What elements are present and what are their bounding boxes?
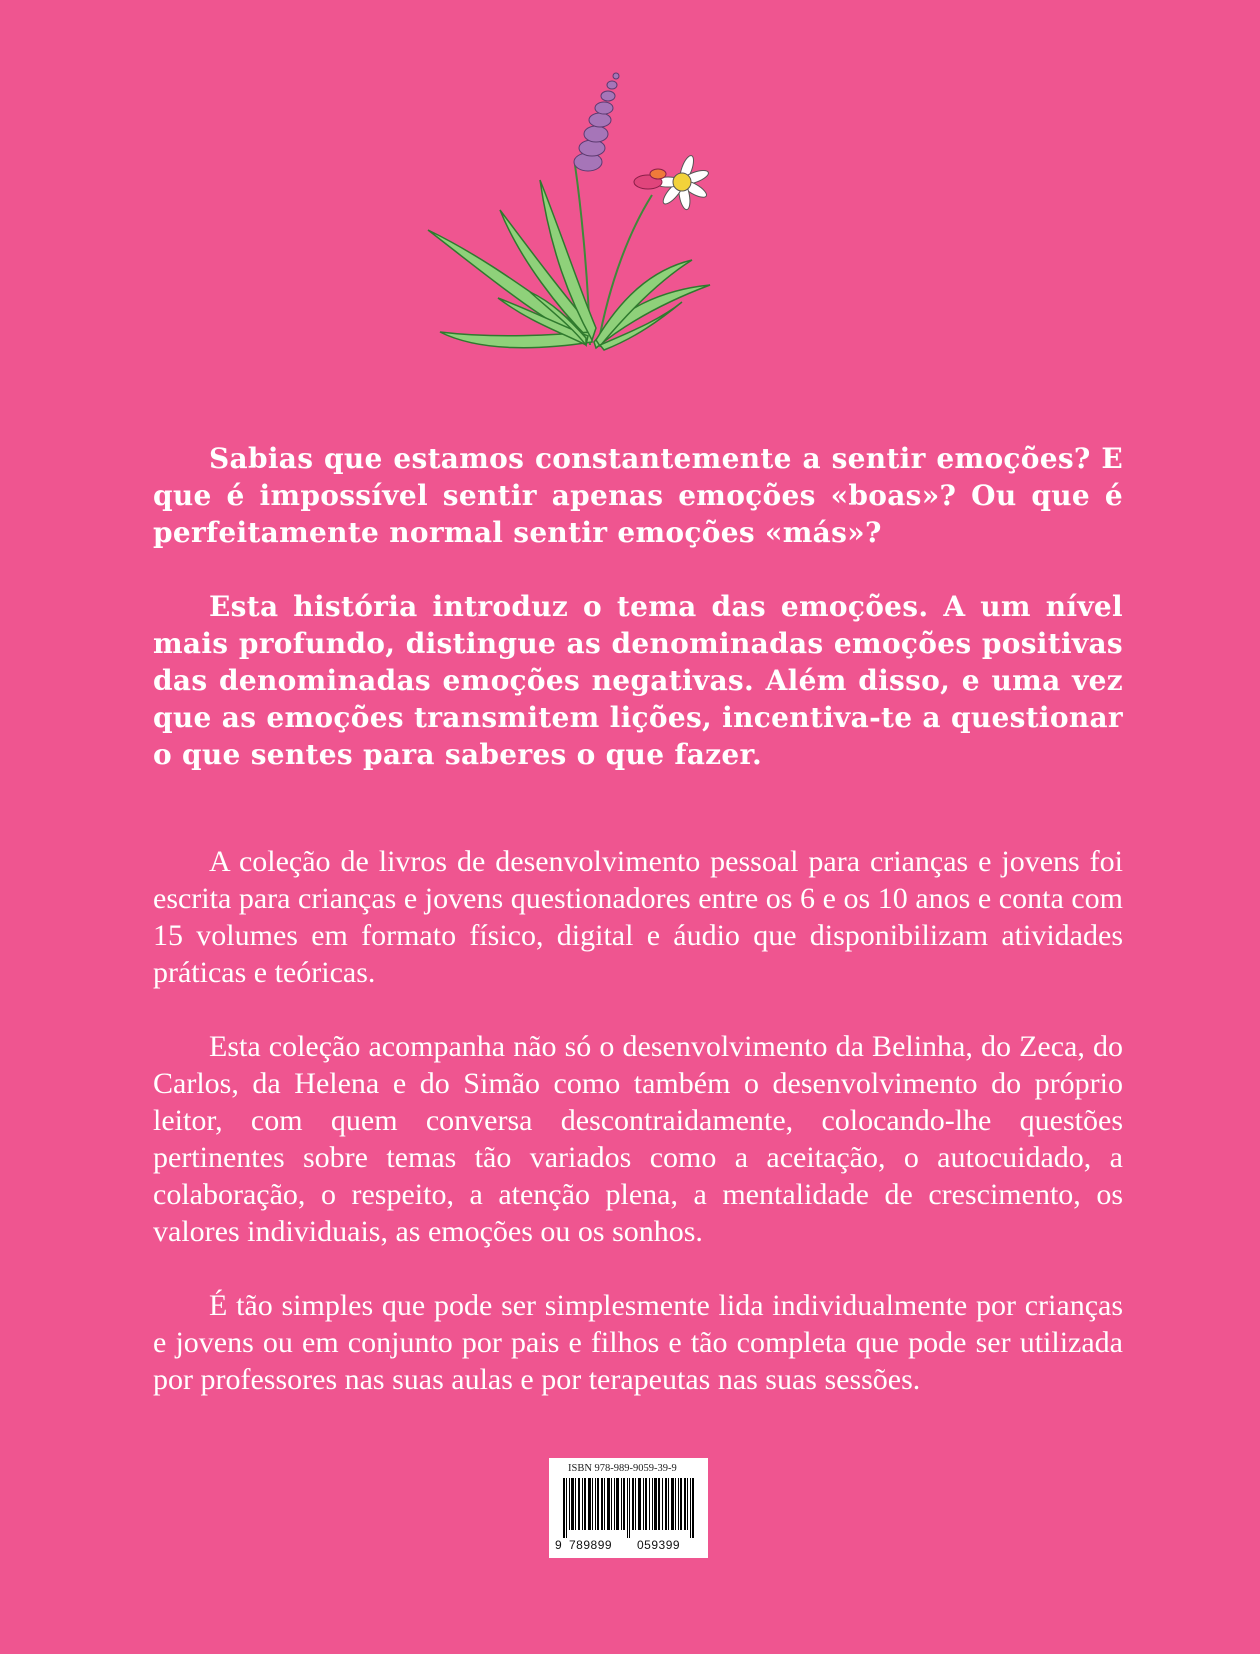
barcode-digit-first: 9	[555, 1538, 563, 1552]
barcode-digits-left: 789899	[569, 1538, 613, 1552]
collection-paragraph: Esta coleção acompanha não só o desenvolvimento da Belinha, do Zeca, do Carlos, da Helena e do Simão como também o desenvolvimento do próprio leitor, com quem conversa descontraidamente, colocando-lhe questões pertinentes sobre temas tão variados como a aceitação, o autocuidado, a colaboração, o respeito, a atenção plena, a mentalidade de crescimento, os valores individuais, as emoções ou os sonhos.	[153, 1030, 1123, 1248]
barcode-digits-right: 059399	[637, 1538, 681, 1552]
isbn-barcode	[549, 1458, 708, 1558]
lavender-and-daisy-plant-icon	[420, 70, 740, 370]
intro-section	[153, 440, 1123, 773]
intro-paragraph: Sabias que estamos constantemente a sentir emoções? E que é impossível sentir apenas emoções «boas»? Ou que é perfeitamente normal sentir emoções «más»?	[153, 442, 1123, 549]
collection-paragraph: A coleção de livros de desenvolvimento pessoal para crianças e jovens foi escrita para crianças e jovens questionadores entre os 6 e os 10 anos e conta com 15 volumes em formato físico, digital e áudio que disponibilizam atividades práticas e teóricas.	[153, 845, 1123, 989]
intro-paragraph: Esta história introduz o tema das emoções. A um nível mais profundo, distingue as denominadas emoções positivas das denominadas emoções negativas. Além disso, e uma vez que as emoções transmitem lições, incentiva-te a questionar o que sentes para saberes o que fazer.	[153, 590, 1123, 771]
collection-paragraph: É tão simples que pode ser simplesmente lida individualmente por crianças e jovens ou em conjunto por pais e filhos e tão completa que pode ser utilizada por professores nas suas aulas e por terapeutas nas suas sessões.	[153, 1289, 1123, 1396]
collection-section	[153, 843, 1123, 1398]
isbn-label: ISBN 978-989-9059-39-9	[568, 1463, 677, 1474]
barcode-bars-icon	[563, 1478, 695, 1538]
